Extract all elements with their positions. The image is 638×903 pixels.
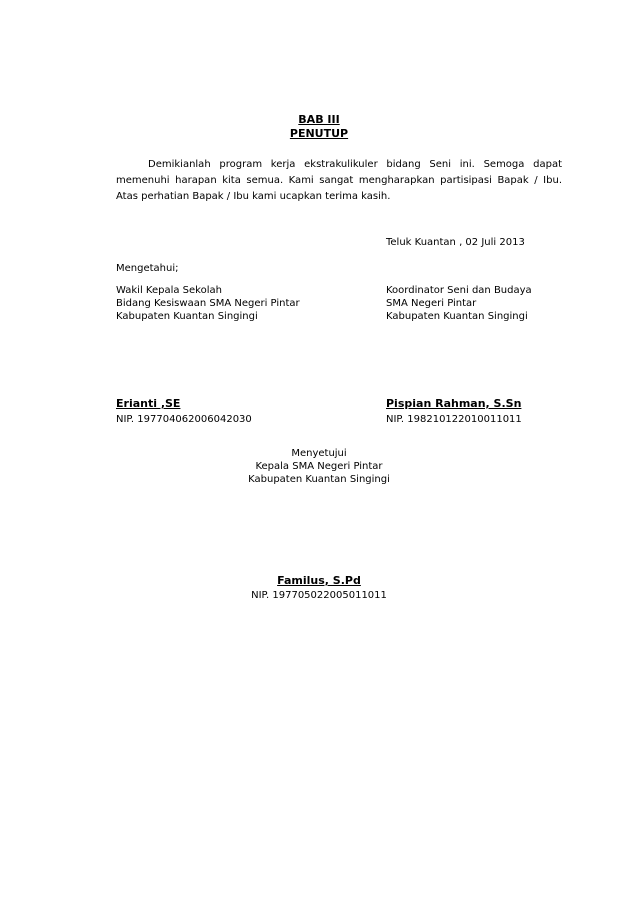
right-role-line2: SMA Negeri Pintar xyxy=(386,298,477,309)
right-role-line1: Koordinator Seni dan Budaya xyxy=(386,285,532,296)
acknowledged-label: Mengetahui; xyxy=(116,263,179,274)
right-signatory-name: Pispian Rahman, S.Sn xyxy=(386,397,522,410)
approval-role-line1: Kepala SMA Negeri Pintar xyxy=(255,461,383,472)
left-role-line1: Wakil Kepala Sekolah xyxy=(116,285,222,296)
left-signatory-nip: NIP. 197704062006042030 xyxy=(116,414,252,425)
place-date: Teluk Kuantan , 02 Juli 2013 xyxy=(386,237,525,248)
approval-signatory-name: Familus, S.Pd xyxy=(277,574,361,587)
approval-label: Menyetujui xyxy=(291,448,347,459)
left-role-line2: Bidang Kesiswaan SMA Negeri Pintar xyxy=(116,298,300,309)
chapter-number: BAB III xyxy=(298,113,340,126)
left-signatory-name: Erianti ,SE xyxy=(116,397,181,410)
right-signatory-nip: NIP. 198210122010011011 xyxy=(386,414,522,425)
left-role-line3: Kabupaten Kuantan Singingi xyxy=(116,311,258,322)
closing-paragraph xyxy=(116,157,562,205)
right-role-line3: Kabupaten Kuantan Singingi xyxy=(386,311,528,322)
chapter-title: PENUTUP xyxy=(289,127,349,140)
approval-signatory-nip: NIP. 197705022005011011 xyxy=(251,590,387,601)
approval-role-line2: Kabupaten Kuantan Singingi xyxy=(248,474,390,485)
closing-paragraph-text: Demikianlah program kerja ekstrakulikuler bidang Seni ini. Semoga dapat memenuhi harapan kita semua. Kami sangat mengharapkan partisipasi Bapak / Ibu. Atas perhatian Bapak / Ibu kami ucapkan terima kasih. xyxy=(116,159,562,202)
